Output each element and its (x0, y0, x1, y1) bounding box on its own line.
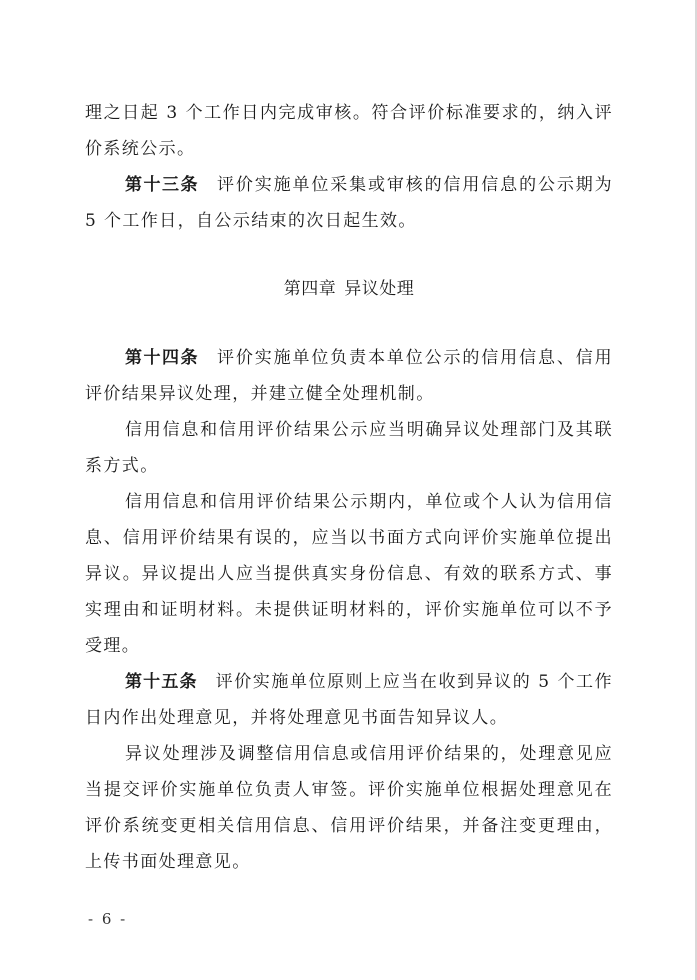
article-14 (85, 340, 613, 412)
paragraph (85, 412, 613, 484)
article-label: 第十五条 (125, 672, 198, 692)
article-label: 第十四条 (125, 348, 199, 368)
paragraph-text: 理之日起 3 个工作日内完成审核。符合评价标准要求的，纳入评价系统公示。 (85, 103, 613, 159)
page-number: - 6 - (88, 910, 128, 928)
paragraph (85, 736, 613, 880)
paragraph-text: 评价实施单位负责本单位公示的信用信息、信用评价结果异议处理，并建立健全处理机制。 (85, 348, 613, 404)
article-label: 第十三条 (125, 175, 199, 195)
paragraph-continuation (85, 95, 613, 167)
document-body (85, 95, 613, 880)
article-15 (85, 664, 613, 736)
paragraph-text: 评价实施单位采集或审核的信用信息的公示期为 5 个工作日，自公示结束的次日起生效。 (85, 175, 613, 231)
chapter-title: 异议处理 (344, 279, 415, 299)
chapter-heading (85, 271, 613, 307)
chapter-number: 第四章 (283, 279, 337, 299)
paragraph-text: 评价实施单位原则上应当在收到异议的 5 个工作日内作出处理意见，并将处理意见书面告知异议人。 (85, 672, 613, 728)
paragraph-text: 异议处理涉及调整信用信息或信用评价结果的，处理意见应当提交评价实施单位负责人审签。评价实施单位根据处理意见在评价系统变更相关信用信息、信用评价结果，并备注变更理由，上传书面处理意见。 (85, 744, 613, 872)
article-13 (85, 167, 613, 239)
paragraph-text: 信用信息和信用评价结果公示期内，单位或个人认为信用信息、信用评价结果有误的，应当以书面方式向评价实施单位提出异议。异议提出人应当提供真实身份信息、有效的联系方式、事实理由和证明材料。未提供证明材料的，评价实施单位可以不予受理。 (85, 492, 613, 656)
paragraph (85, 484, 613, 664)
paragraph-text: 信用信息和信用评价结果公示应当明确异议处理部门及其联系方式。 (85, 420, 613, 476)
